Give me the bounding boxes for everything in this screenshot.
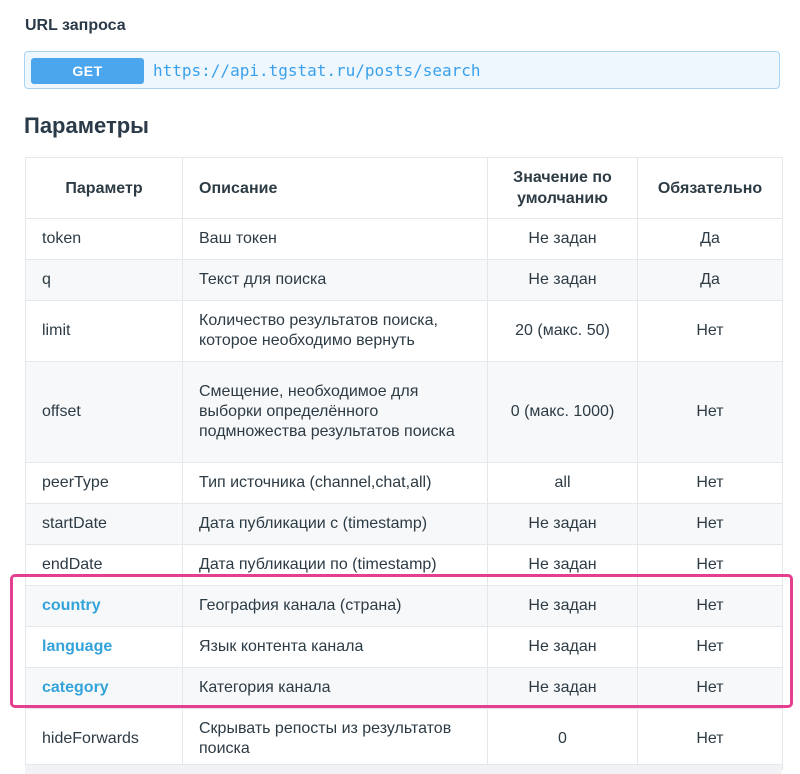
param-required: Да [638,219,783,260]
param-description: Смещение, необходимое для выборки определённого подмножества результатов поиска [183,362,488,463]
param-name: startDate [26,504,183,545]
param-required: Нет [638,668,783,709]
param-default: 0 [488,709,638,770]
param-name: limit [26,301,183,362]
param-description: Дата публикации с (timestamp) [183,504,488,545]
param-description: Скрывать репосты из результатов поиска [183,709,488,770]
param-required: Нет [638,709,783,770]
param-name: hideForwards [26,709,183,770]
param-required: Нет [638,504,783,545]
param-link-category[interactable]: category [42,679,109,696]
param-default: 0 (макс. 1000) [488,362,638,463]
param-required: Нет [638,627,783,668]
param-default: Не задан [488,219,638,260]
params-heading: Параметры [24,113,149,138]
param-description: Дата публикации по (timestamp) [183,545,488,586]
header-description: Описание [183,158,488,219]
table-row [26,709,783,770]
param-default: 20 (макс. 50) [488,301,638,362]
param-default: Не задан [488,504,638,545]
param-default: Не задан [488,586,638,627]
param-default: Не задан [488,627,638,668]
param-description: Количество результатов поиска, которое необходимо вернуть [183,301,488,362]
param-required: Нет [638,301,783,362]
param-default: Не задан [488,260,638,301]
param-required: Да [638,260,783,301]
table-header-row [26,158,783,219]
url-label: URL запроса [25,17,126,34]
params-table [25,157,783,770]
param-description: Категория канала [183,668,488,709]
param-default: all [488,463,638,504]
param-default: Не задан [488,545,638,586]
header-required: Обязательно [638,158,783,219]
table-row [26,504,783,545]
param-required: Нет [638,545,783,586]
param-description: Ваш токен [183,219,488,260]
table-row [26,586,783,627]
param-name: token [26,219,183,260]
header-param: Параметр [26,158,183,219]
param-name-link[interactable] [26,668,183,709]
table-row [26,301,783,362]
table-row [26,545,783,586]
param-required: Нет [638,586,783,627]
param-link-language[interactable]: language [42,638,113,655]
table-row [26,668,783,709]
param-description: Текст для поиска [183,260,488,301]
request-url[interactable]: https://api.tgstat.ru/posts/search [153,61,481,80]
param-description: География канала (страна) [183,586,488,627]
param-name: peerType [26,463,183,504]
param-name-link[interactable] [26,627,183,668]
param-required: Нет [638,463,783,504]
header-default: Значение по умолчанию [488,158,638,219]
table-row [26,260,783,301]
param-name: endDate [26,545,183,586]
param-required: Нет [638,362,783,463]
param-name: q [26,260,183,301]
http-method-badge: GET [31,58,144,84]
request-url-box [24,51,780,89]
table-row [26,219,783,260]
table-row [26,463,783,504]
param-default: Не задан [488,668,638,709]
param-name: offset [26,362,183,463]
table-row [26,362,783,463]
param-name-link[interactable] [26,586,183,627]
table-row [26,627,783,668]
param-description: Язык контента канала [183,627,488,668]
param-description: Тип источника (channel,chat,all) [183,463,488,504]
param-link-country[interactable]: country [42,597,101,614]
